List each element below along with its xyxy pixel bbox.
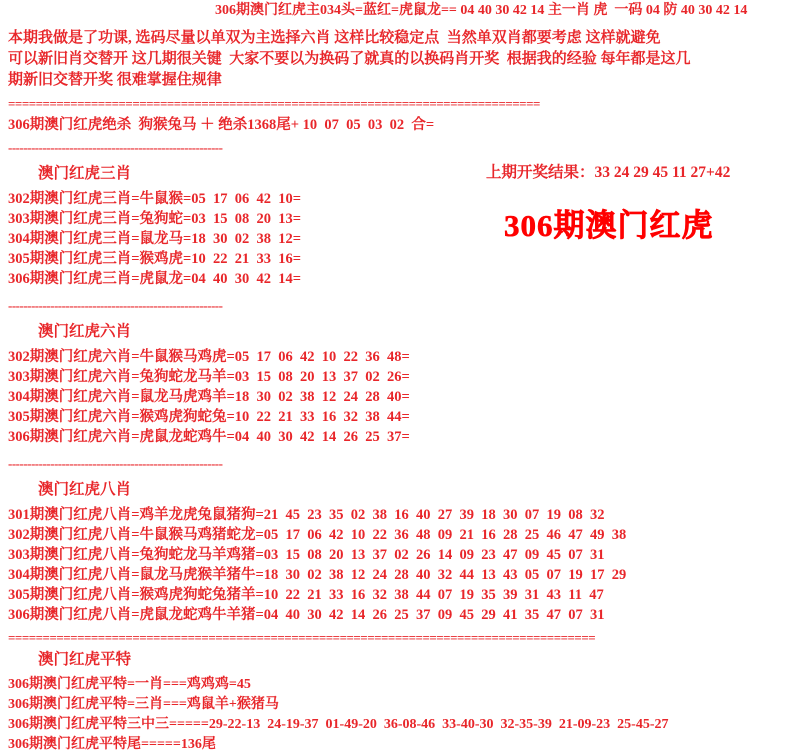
intro-paragraph-1: 本期我做是了功课, 选码尽量以单双为主选择六肖 这样比较稳定点 当然单双肖都要考虑 这样就避免 xyxy=(8,30,661,46)
last-draw-result: 上期开奖结果：33 24 29 45 11 27+42 xyxy=(486,164,731,181)
divider-dashed-1: -------------------------------------------------------- xyxy=(8,141,223,155)
baxiao-row-6: 306期澳门红虎八肖=虎鼠龙蛇鸡牛羊猪=04 40 30 42 14 26 25 37 09 45 29 41 35 47 07 31 xyxy=(8,607,605,623)
intro-paragraph-3: 期新旧交替开奖 很难掌握住规律 xyxy=(8,72,222,88)
liuxiao-row-1: 302期澳门红虎六肖=牛鼠猴马鸡虎=05 17 06 42 10 22 36 48= xyxy=(8,349,410,365)
divider-dashed-3: -------------------------------------------------------- xyxy=(8,457,223,471)
pingte-row-1: 306期澳门红虎平特=一肖===鸡鸡鸡=45 xyxy=(8,677,251,692)
section-title-baxiao: 澳门红虎八肖 xyxy=(38,481,132,498)
divider-dashed-2: -------------------------------------------------------- xyxy=(8,299,223,313)
sanxiao-row-2: 303期澳门红虎三肖=兔狗蛇=03 15 08 20 13= xyxy=(8,211,302,227)
sanxiao-row-4: 305期澳门红虎三肖=猴鸡虎=10 22 21 33 16= xyxy=(8,251,302,267)
sanxiao-row-3: 304期澳门红虎三肖=鼠龙马=18 30 02 38 12= xyxy=(8,231,302,247)
pingte-row-4: 306期澳门红虎平特尾=====136尾 xyxy=(8,737,216,752)
section-title-sanxiao: 澳门红虎三肖 xyxy=(38,165,132,182)
liuxiao-row-2: 303期澳门红虎六肖=兔狗蛇龙马羊=03 15 08 20 13 37 02 26= xyxy=(8,369,410,385)
baxiao-row-3: 303期澳门红虎八肖=兔狗蛇龙马羊鸡猪=03 15 08 20 13 37 02 26 14 09 23 47 09 45 07 31 xyxy=(8,547,605,563)
liuxiao-row-5: 306期澳门红虎六肖=虎鼠龙蛇鸡牛=04 40 30 42 14 26 25 37= xyxy=(8,429,410,445)
sanxiao-row-5: 306期澳门红虎三肖=虎鼠龙=04 40 30 42 14= xyxy=(8,271,302,287)
section-title-liuxiao: 澳门红虎六肖 xyxy=(38,323,132,340)
juesha-line: 306期澳门红虎绝杀 狗猴兔马 ＋ 绝杀1368尾+ 10 07 05 03 02 合= xyxy=(8,117,435,133)
baxiao-row-5: 305期澳门红虎八肖=猴鸡虎狗蛇兔猪羊=10 22 21 33 16 32 38 44 07 19 35 39 31 43 11 47 xyxy=(8,587,604,603)
divider-bottom: ===================================================================================== xyxy=(8,631,596,645)
header-top-line: 306期澳门红虎主034头=蓝红=虎鼠龙== 04 40 30 42 14 主一肖 虎 一码 04 防 40 30 42 14 xyxy=(215,3,748,18)
baxiao-row-2: 302期澳门红虎八肖=牛鼠猴马鸡猪蛇龙=05 17 06 42 10 22 36 48 09 21 16 28 25 46 47 49 38 xyxy=(8,527,627,543)
sanxiao-row-1: 302期澳门红虎三肖=牛鼠猴=05 17 06 42 10= xyxy=(8,191,302,207)
pingte-block xyxy=(0,675,812,755)
baxiao-row-4: 304期澳门红虎八肖=鼠龙马虎猴羊猪牛=18 30 02 38 12 24 28 40 32 44 13 43 05 07 19 17 29 xyxy=(8,567,627,583)
pingte-row-3: 306期澳门红虎平特三中三=====29-22-13 24-19-37 01-49-20 36-08-46 33-40-30 32-35-39 21-09-23 25-45-27 xyxy=(8,717,669,732)
liuxiao-row-4: 305期澳门红虎六肖=猴鸡虎狗蛇兔=10 22 21 33 16 32 38 44= xyxy=(8,409,410,425)
liuxiao-row-3: 304期澳门红虎六肖=鼠龙马虎鸡羊=18 30 02 38 12 24 28 40= xyxy=(8,389,410,405)
intro-paragraph-2: 可以新旧肖交替开 这几期很关键 大家不要以为换码了就真的以换码肖开奖 根据我的经验 每年都是这几 xyxy=(8,51,691,67)
baxiao-row-1: 301期澳门红虎八肖=鸡羊龙虎兔鼠猪狗=21 45 23 35 02 38 16 40 27 39 18 30 07 19 08 32 xyxy=(8,507,605,523)
pingte-row-2: 306期澳门红虎平特=三肖===鸡鼠羊+猴猪马 xyxy=(8,697,279,712)
page-title: 306期澳门红虎 xyxy=(504,208,714,243)
section-title-pingte: 澳门红虎平特 xyxy=(38,651,132,668)
divider-main: ============================================================================= xyxy=(8,97,540,111)
